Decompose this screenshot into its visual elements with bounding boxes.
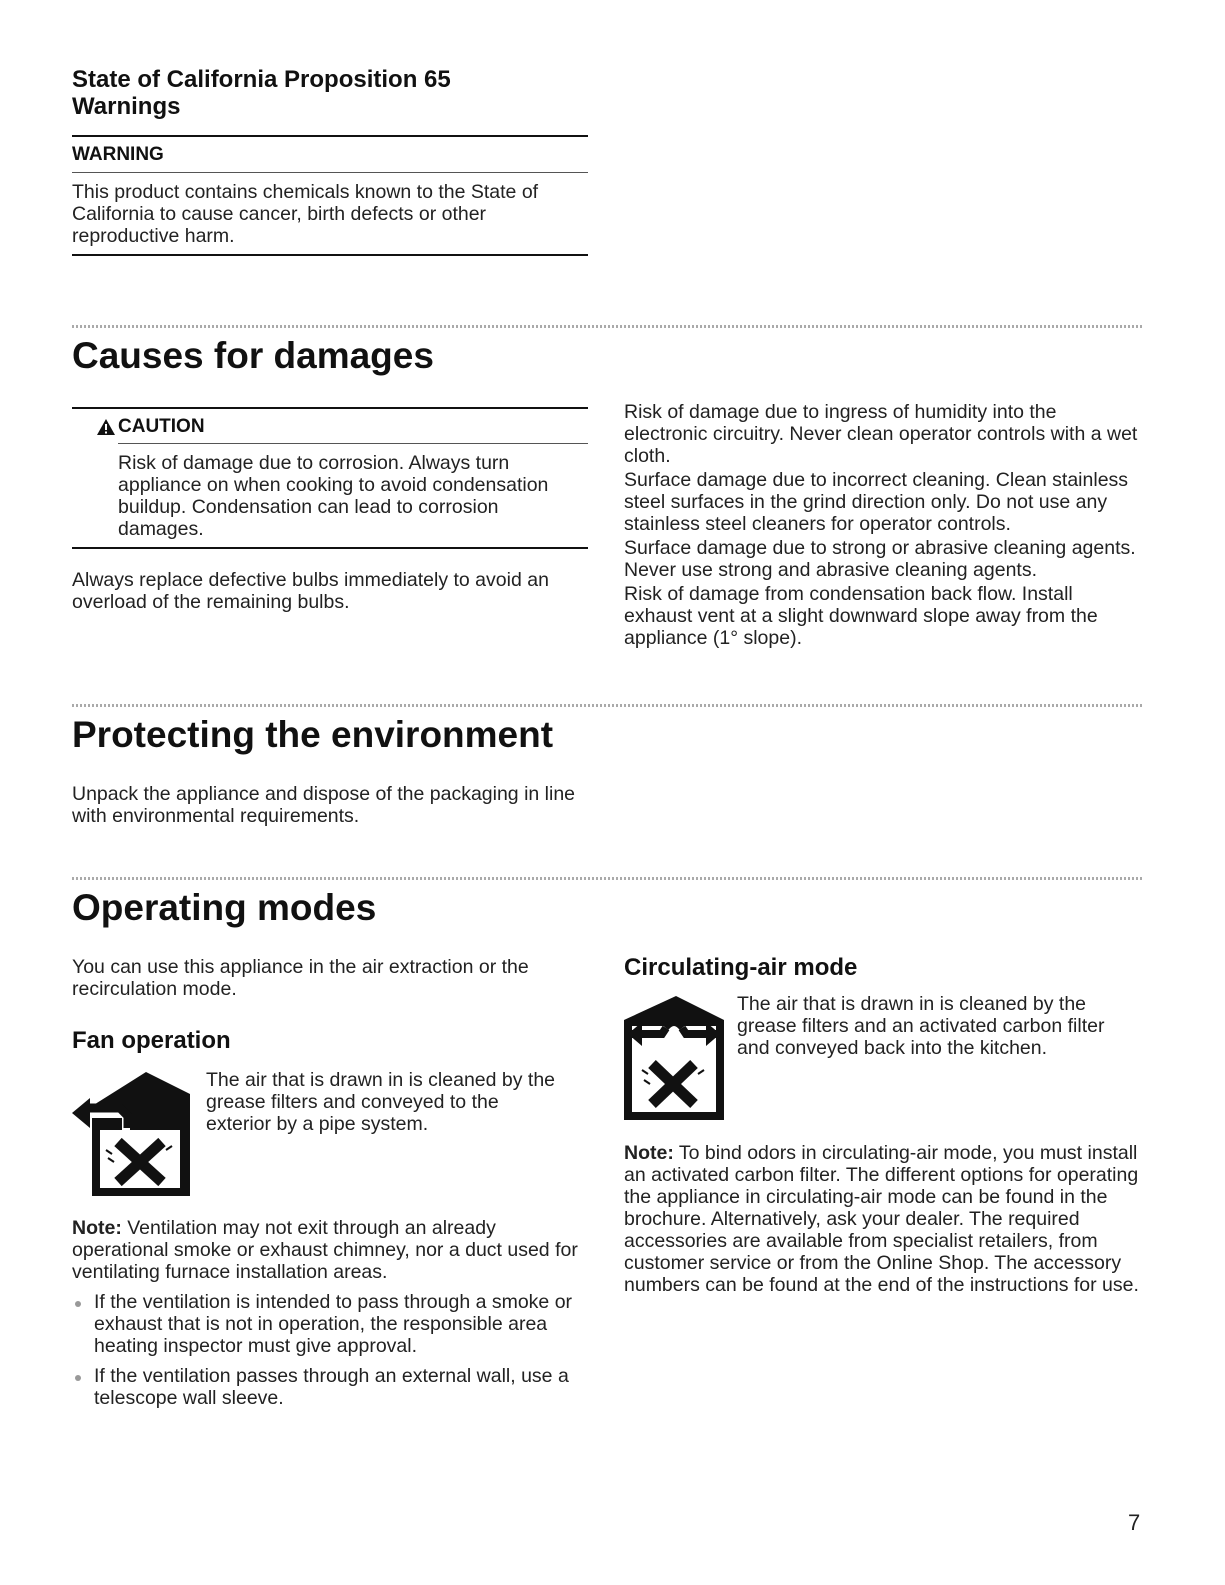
environment-heading: Protecting the environment — [72, 714, 554, 755]
note-label: Note: — [72, 1217, 122, 1239]
caution-thin-rule — [118, 443, 588, 444]
bulbs-paragraph: Always replace defective bulbs immediately to avoid an overload of the remaining bulbs. — [72, 569, 549, 613]
note-label: Note: — [624, 1142, 674, 1164]
incorrect-cleaning-paragraph: Surface damage due to incorrect cleaning. Clean stainless steel surfaces in the grind direction only. Do not use any stainless steel cleaners for operator controls. — [624, 469, 1129, 535]
exhaust-mode-icon — [66, 1068, 194, 1198]
fan-note — [72, 1217, 587, 1283]
section-divider — [72, 704, 1144, 707]
caution-top-rule — [72, 407, 588, 409]
list-item: If the ventilation passes through an external wall, use a telescope wall sleeve. — [72, 1365, 587, 1409]
causes-heading: Causes for damages — [72, 335, 434, 376]
condensation-paragraph: Risk of damage from condensation back flow. Install exhaust vent at a slight downward slope away from the appliance (1° slope). — [624, 583, 1098, 649]
warning-label: WARNING — [72, 144, 164, 165]
section-divider — [72, 877, 1144, 880]
caution-bottom-rule — [72, 547, 588, 549]
fan-bullet-list — [72, 1291, 587, 1417]
prop65-bottom-rule — [72, 254, 588, 256]
prop65-thin-rule — [72, 172, 588, 173]
circulating-air-note-text: To bind odors in circulating-air mode, you must install an activated carbon filter. The different options for operating the appliance in circulating-air mode can be found in the brochure. Alternatively, ask your dealer. The required accessories are available from specialist retailers, from customer service or from the Online Shop. The accessory numbers can be found at the end of the instructions for use. — [624, 1142, 1139, 1296]
list-item: If the ventilation is intended to pass through a smoke or exhaust that is not in operation, the responsible area heating inspector must give approval. — [72, 1291, 587, 1357]
fan-note-text: Ventilation may not exit through an already operational smoke or exhaust chimney, nor a duct used for ventilating furnace installation areas. — [72, 1217, 578, 1283]
page-number: 7 — [1128, 1510, 1141, 1535]
caution-text: Risk of damage due to corrosion. Always turn appliance on when cooking to avoid condensation buildup. Condensation can lead to corrosion damages. — [118, 452, 549, 540]
abrasive-paragraph: Surface damage due to strong or abrasive cleaning agents. Never use strong and abrasive cleaning agents. — [624, 537, 1136, 581]
warning-text: This product contains chemicals known to the State of California to cause cancer, birth defects or other reproductive harm. — [72, 181, 539, 247]
fan-operation-text: The air that is drawn in is cleaned by the grease filters and conveyed to the exterior by a pipe system. — [206, 1069, 556, 1135]
causes-right-column — [624, 401, 1144, 649]
fan-operation-heading: Fan operation — [72, 1027, 231, 1054]
operating-modes-heading: Operating modes — [72, 887, 377, 928]
recirculation-mode-icon — [622, 994, 726, 1122]
section-divider — [72, 325, 1144, 328]
environment-text: Unpack the appliance and dispose of the packaging in line with environmental requirements. — [72, 783, 576, 827]
circulating-air-note — [624, 1142, 1144, 1296]
circulating-air-text: The air that is drawn in is cleaned by the grease filters and an activated carbon filter and conveyed back into the kitchen. — [737, 993, 1105, 1059]
prop65-top-rule — [72, 135, 588, 137]
warning-triangle-icon — [96, 418, 116, 436]
caution-label: CAUTION — [118, 416, 205, 437]
circulating-air-heading: Circulating-air mode — [624, 954, 858, 981]
prop65-heading: State of California Proposition 65 Warnings — [72, 66, 451, 120]
humidity-paragraph: Risk of damage due to ingress of humidity into the electronic circuitry. Never clean operator controls with a wet cloth. — [624, 401, 1138, 467]
operating-modes-intro: You can use this appliance in the air extraction or the recirculation mode. — [72, 956, 529, 1000]
